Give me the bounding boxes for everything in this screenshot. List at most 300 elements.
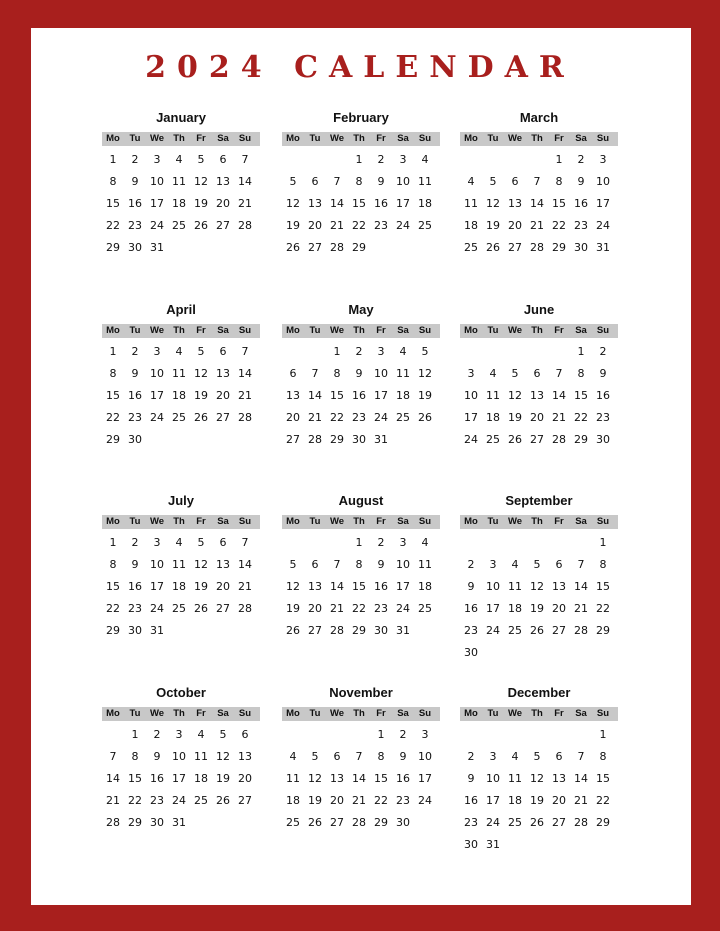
day-cell: 1 (131, 728, 139, 741)
day-cell: 26 (530, 816, 544, 829)
day-cell: 20 (286, 411, 300, 424)
day-cell: 5 (197, 536, 205, 549)
day-cell: 11 (464, 197, 478, 210)
day-cell: 20 (216, 389, 230, 402)
day-cell: 16 (374, 580, 388, 593)
day-cell: 20 (308, 219, 322, 232)
day-cell: 12 (216, 750, 230, 763)
day-cell: 14 (330, 197, 344, 210)
weekday-label: Sa (217, 133, 229, 144)
day-cell: 27 (308, 624, 322, 637)
day-cell: 24 (150, 411, 164, 424)
day-cell: 14 (574, 772, 588, 785)
day-cell: 6 (311, 175, 319, 188)
day-cell: 22 (106, 219, 120, 232)
weekday-header (102, 132, 260, 146)
day-cell: 30 (128, 433, 142, 446)
day-cell: 3 (175, 728, 183, 741)
weekday-label: Mo (286, 708, 300, 719)
day-cell: 7 (577, 558, 585, 571)
day-cell: 3 (377, 345, 385, 358)
day-cell: 4 (175, 345, 183, 358)
day-cell: 21 (308, 411, 322, 424)
day-cell: 16 (374, 197, 388, 210)
day-cell: 18 (172, 197, 186, 210)
day-cell: 20 (530, 411, 544, 424)
day-cell: 28 (330, 624, 344, 637)
day-cell: 15 (330, 389, 344, 402)
day-cell: 27 (530, 433, 544, 446)
day-cell: 9 (399, 750, 407, 763)
day-cell: 5 (289, 175, 297, 188)
day-cell: 6 (289, 367, 297, 380)
day-cell: 8 (109, 175, 117, 188)
day-cell: 5 (289, 558, 297, 571)
day-cell: 9 (131, 175, 139, 188)
day-cell: 14 (574, 580, 588, 593)
day-cell: 23 (596, 411, 610, 424)
day-cell: 27 (216, 411, 230, 424)
day-cell: 1 (599, 728, 607, 741)
day-cell: 1 (355, 536, 363, 549)
day-cell: 14 (530, 197, 544, 210)
day-cell: 4 (421, 153, 429, 166)
day-cell: 16 (128, 197, 142, 210)
day-cell: 3 (153, 153, 161, 166)
day-cell: 7 (241, 536, 249, 549)
blank-cell (304, 724, 326, 746)
day-cell: 28 (106, 816, 120, 829)
month-name: June (523, 302, 555, 317)
day-cell: 3 (153, 536, 161, 549)
day-cell: 21 (552, 411, 566, 424)
blank-cell (304, 532, 326, 554)
day-cell: 26 (486, 241, 500, 254)
weekday-label: We (507, 325, 523, 336)
day-cell: 5 (219, 728, 227, 741)
blank-cell (504, 149, 526, 171)
day-cell: 2 (355, 345, 363, 358)
day-cell: 26 (508, 433, 522, 446)
day-cell: 23 (128, 602, 142, 615)
days-grid (282, 532, 440, 642)
day-cell: 4 (175, 153, 183, 166)
day-cell: 2 (131, 153, 139, 166)
month-october (102, 683, 260, 834)
weekday-label: Mo (286, 325, 300, 336)
day-cell: 9 (599, 367, 607, 380)
day-cell: 8 (109, 367, 117, 380)
day-cell: 28 (238, 411, 252, 424)
blank-cell (570, 532, 592, 554)
day-cell: 2 (467, 558, 475, 571)
day-cell: 15 (128, 772, 142, 785)
day-cell: 15 (596, 772, 610, 785)
day-cell: 17 (396, 580, 410, 593)
day-cell: 7 (333, 558, 341, 571)
weekday-label: Th (173, 516, 185, 527)
day-cell: 23 (464, 816, 478, 829)
day-cell: 17 (418, 772, 432, 785)
day-cell: 15 (352, 580, 366, 593)
day-cell: 22 (552, 219, 566, 232)
days-grid (282, 724, 440, 834)
day-cell: 24 (396, 602, 410, 615)
day-cell: 4 (289, 750, 297, 763)
weekday-label: Tu (487, 133, 499, 144)
weekday-label: Fr (554, 325, 564, 336)
day-cell: 20 (552, 794, 566, 807)
weekday-label: Th (173, 708, 185, 719)
day-cell: 12 (530, 772, 544, 785)
day-cell: 9 (131, 367, 139, 380)
day-cell: 28 (330, 241, 344, 254)
day-cell: 17 (486, 602, 500, 615)
weekday-label: Sa (397, 133, 409, 144)
day-cell: 9 (467, 580, 475, 593)
day-cell: 21 (238, 580, 252, 593)
day-cell: 15 (596, 580, 610, 593)
day-cell: 20 (308, 602, 322, 615)
day-cell: 22 (352, 602, 366, 615)
day-cell: 11 (486, 389, 500, 402)
day-cell: 19 (308, 794, 322, 807)
weekday-label: Sa (575, 325, 587, 336)
day-cell: 11 (508, 772, 522, 785)
weekday-label: Sa (217, 708, 229, 719)
day-cell: 23 (374, 602, 388, 615)
day-cell: 23 (374, 219, 388, 232)
day-cell: 24 (418, 794, 432, 807)
day-cell: 17 (150, 197, 164, 210)
day-cell: 31 (150, 624, 164, 637)
day-cell: 10 (150, 367, 164, 380)
month-name: April (166, 302, 196, 317)
day-cell: 6 (241, 728, 249, 741)
day-cell: 17 (374, 389, 388, 402)
day-cell: 3 (489, 558, 497, 571)
day-cell: 30 (374, 624, 388, 637)
day-cell: 9 (131, 558, 139, 571)
day-cell: 29 (574, 433, 588, 446)
weekday-label: Su (418, 133, 432, 144)
day-cell: 13 (216, 175, 230, 188)
day-cell: 3 (467, 367, 475, 380)
weekday-header (460, 132, 618, 146)
day-cell: 23 (396, 794, 410, 807)
day-cell: 10 (486, 772, 500, 785)
days-grid (102, 149, 260, 259)
blank-cell (282, 341, 304, 363)
day-cell: 16 (596, 389, 610, 402)
day-cell: 5 (533, 750, 541, 763)
weekday-header (282, 132, 440, 146)
day-cell: 24 (172, 794, 186, 807)
days-grid (102, 341, 260, 451)
day-cell: 10 (396, 175, 410, 188)
days-grid (102, 532, 260, 642)
blank-cell (482, 532, 504, 554)
day-cell: 30 (128, 624, 142, 637)
day-cell: 15 (106, 580, 120, 593)
weekday-label: Th (353, 516, 365, 527)
day-cell: 25 (194, 794, 208, 807)
weekday-label: Su (596, 133, 610, 144)
day-cell: 7 (109, 750, 117, 763)
day-cell: 27 (286, 433, 300, 446)
weekday-label: Fr (376, 133, 386, 144)
day-cell: 26 (194, 219, 208, 232)
day-cell: 17 (172, 772, 186, 785)
day-cell: 16 (128, 389, 142, 402)
day-cell: 31 (150, 241, 164, 254)
day-cell: 1 (355, 153, 363, 166)
day-cell: 13 (552, 580, 566, 593)
month-december (460, 683, 618, 856)
blank-cell (526, 341, 548, 363)
day-cell: 1 (577, 345, 585, 358)
day-cell: 2 (599, 345, 607, 358)
day-cell: 8 (577, 367, 585, 380)
day-cell: 18 (464, 219, 478, 232)
day-cell: 8 (109, 558, 117, 571)
day-cell: 29 (596, 624, 610, 637)
days-grid (460, 149, 618, 259)
weekday-label: Fr (554, 708, 564, 719)
day-cell: 13 (216, 558, 230, 571)
month-february (282, 108, 440, 259)
weekday-label: Sa (217, 325, 229, 336)
day-cell: 26 (286, 624, 300, 637)
day-cell: 21 (330, 602, 344, 615)
month-name: September (505, 493, 573, 508)
day-cell: 11 (172, 175, 186, 188)
day-cell: 2 (467, 750, 475, 763)
day-cell: 24 (596, 219, 610, 232)
day-cell: 6 (311, 558, 319, 571)
day-cell: 21 (574, 602, 588, 615)
day-cell: 8 (355, 558, 363, 571)
day-cell: 12 (194, 558, 208, 571)
weekday-label: Th (353, 708, 365, 719)
weekday-label: We (329, 708, 345, 719)
weekday-header (282, 707, 440, 721)
days-grid (282, 149, 440, 259)
day-cell: 24 (486, 624, 500, 637)
day-cell: 17 (150, 389, 164, 402)
day-cell: 4 (467, 175, 475, 188)
day-cell: 23 (464, 624, 478, 637)
day-cell: 30 (464, 838, 478, 851)
blank-cell (304, 341, 326, 363)
weekday-header (102, 324, 260, 338)
day-cell: 31 (172, 816, 186, 829)
day-cell: 2 (131, 536, 139, 549)
day-cell: 6 (333, 750, 341, 763)
day-cell: 17 (596, 197, 610, 210)
blank-cell (482, 724, 504, 746)
day-cell: 13 (308, 580, 322, 593)
weekday-label: Sa (575, 516, 587, 527)
day-cell: 30 (396, 816, 410, 829)
weekday-label: Su (418, 325, 432, 336)
day-cell: 17 (396, 197, 410, 210)
day-cell: 24 (464, 433, 478, 446)
weekday-label: Sa (217, 516, 229, 527)
day-cell: 13 (330, 772, 344, 785)
weekday-label: Th (173, 325, 185, 336)
weekday-label: Sa (397, 708, 409, 719)
blank-cell (482, 341, 504, 363)
day-cell: 22 (352, 219, 366, 232)
weekday-label: Su (238, 133, 252, 144)
blank-cell (526, 724, 548, 746)
day-cell: 11 (508, 580, 522, 593)
day-cell: 3 (421, 728, 429, 741)
month-september (460, 491, 618, 664)
day-cell: 18 (508, 602, 522, 615)
day-cell: 31 (396, 624, 410, 637)
day-cell: 9 (377, 175, 385, 188)
weekday-label: Tu (487, 516, 499, 527)
day-cell: 12 (194, 175, 208, 188)
day-cell: 16 (352, 389, 366, 402)
day-cell: 5 (421, 345, 429, 358)
day-cell: 2 (377, 536, 385, 549)
weekday-label: We (329, 133, 345, 144)
day-cell: 27 (238, 794, 252, 807)
day-cell: 15 (374, 772, 388, 785)
day-cell: 8 (377, 750, 385, 763)
weekday-label: Fr (554, 133, 564, 144)
weekday-label: Tu (309, 133, 321, 144)
day-cell: 25 (286, 816, 300, 829)
weekday-label: Th (531, 325, 543, 336)
day-cell: 3 (153, 345, 161, 358)
day-cell: 27 (552, 816, 566, 829)
day-cell: 26 (194, 411, 208, 424)
weekday-label: Fr (554, 516, 564, 527)
month-name: May (348, 302, 374, 317)
day-cell: 20 (216, 197, 230, 210)
day-cell: 29 (596, 816, 610, 829)
month-may (282, 300, 440, 451)
blank-cell (348, 724, 370, 746)
day-cell: 16 (574, 197, 588, 210)
day-cell: 14 (308, 389, 322, 402)
day-cell: 21 (530, 219, 544, 232)
day-cell: 12 (308, 772, 322, 785)
weekday-label: Mo (286, 516, 300, 527)
day-cell: 27 (216, 219, 230, 232)
blank-cell (526, 149, 548, 171)
weekday-label: Su (596, 516, 610, 527)
day-cell: 15 (574, 389, 588, 402)
weekday-label: Su (418, 708, 432, 719)
day-cell: 17 (464, 411, 478, 424)
day-cell: 16 (150, 772, 164, 785)
weekday-label: Fr (376, 325, 386, 336)
day-cell: 17 (486, 794, 500, 807)
blank-cell (504, 532, 526, 554)
month-name: December (507, 685, 571, 700)
month-january (102, 108, 260, 259)
day-cell: 2 (577, 153, 585, 166)
day-cell: 24 (486, 816, 500, 829)
day-cell: 19 (194, 389, 208, 402)
blank-cell (102, 724, 124, 746)
day-cell: 12 (418, 367, 432, 380)
weekday-label: Mo (464, 516, 478, 527)
weekday-label: Tu (487, 325, 499, 336)
day-cell: 31 (486, 838, 500, 851)
days-grid (460, 532, 618, 664)
weekday-label: Su (596, 325, 610, 336)
day-cell: 29 (374, 816, 388, 829)
weekday-label: Th (531, 133, 543, 144)
blank-cell (326, 149, 348, 171)
day-cell: 6 (533, 367, 541, 380)
day-cell: 9 (153, 750, 161, 763)
day-cell: 26 (530, 624, 544, 637)
day-cell: 30 (150, 816, 164, 829)
day-cell: 11 (172, 558, 186, 571)
month-name: March (519, 110, 559, 125)
day-cell: 18 (172, 580, 186, 593)
weekday-label: Fr (196, 708, 206, 719)
weekday-label: We (507, 516, 523, 527)
day-cell: 24 (150, 602, 164, 615)
day-cell: 19 (486, 219, 500, 232)
weekday-label: Tu (129, 325, 141, 336)
day-cell: 18 (286, 794, 300, 807)
day-cell: 18 (418, 197, 432, 210)
weekday-label: Th (531, 708, 543, 719)
day-cell: 16 (396, 772, 410, 785)
day-cell: 19 (508, 411, 522, 424)
day-cell: 4 (421, 536, 429, 549)
day-cell: 22 (330, 411, 344, 424)
day-cell: 28 (238, 602, 252, 615)
day-cell: 6 (511, 175, 519, 188)
day-cell: 8 (333, 367, 341, 380)
weekday-label: Th (353, 133, 365, 144)
day-cell: 27 (330, 816, 344, 829)
day-cell: 23 (128, 411, 142, 424)
day-cell: 21 (352, 794, 366, 807)
month-name: July (167, 493, 194, 508)
day-cell: 4 (175, 536, 183, 549)
day-cell: 24 (150, 219, 164, 232)
weekday-label: Mo (106, 708, 120, 719)
day-cell: 12 (486, 197, 500, 210)
day-cell: 6 (555, 558, 563, 571)
blank-cell (526, 532, 548, 554)
day-cell: 9 (467, 772, 475, 785)
day-cell: 20 (330, 794, 344, 807)
weekday-label: We (329, 516, 345, 527)
weekday-label: Sa (575, 133, 587, 144)
blank-cell (326, 724, 348, 746)
weekday-header (460, 515, 618, 529)
blank-cell (548, 341, 570, 363)
day-cell: 18 (194, 772, 208, 785)
day-cell: 9 (377, 558, 385, 571)
day-cell: 10 (596, 175, 610, 188)
blank-cell (282, 724, 304, 746)
day-cell: 1 (109, 536, 117, 549)
weekday-label: Mo (286, 133, 300, 144)
